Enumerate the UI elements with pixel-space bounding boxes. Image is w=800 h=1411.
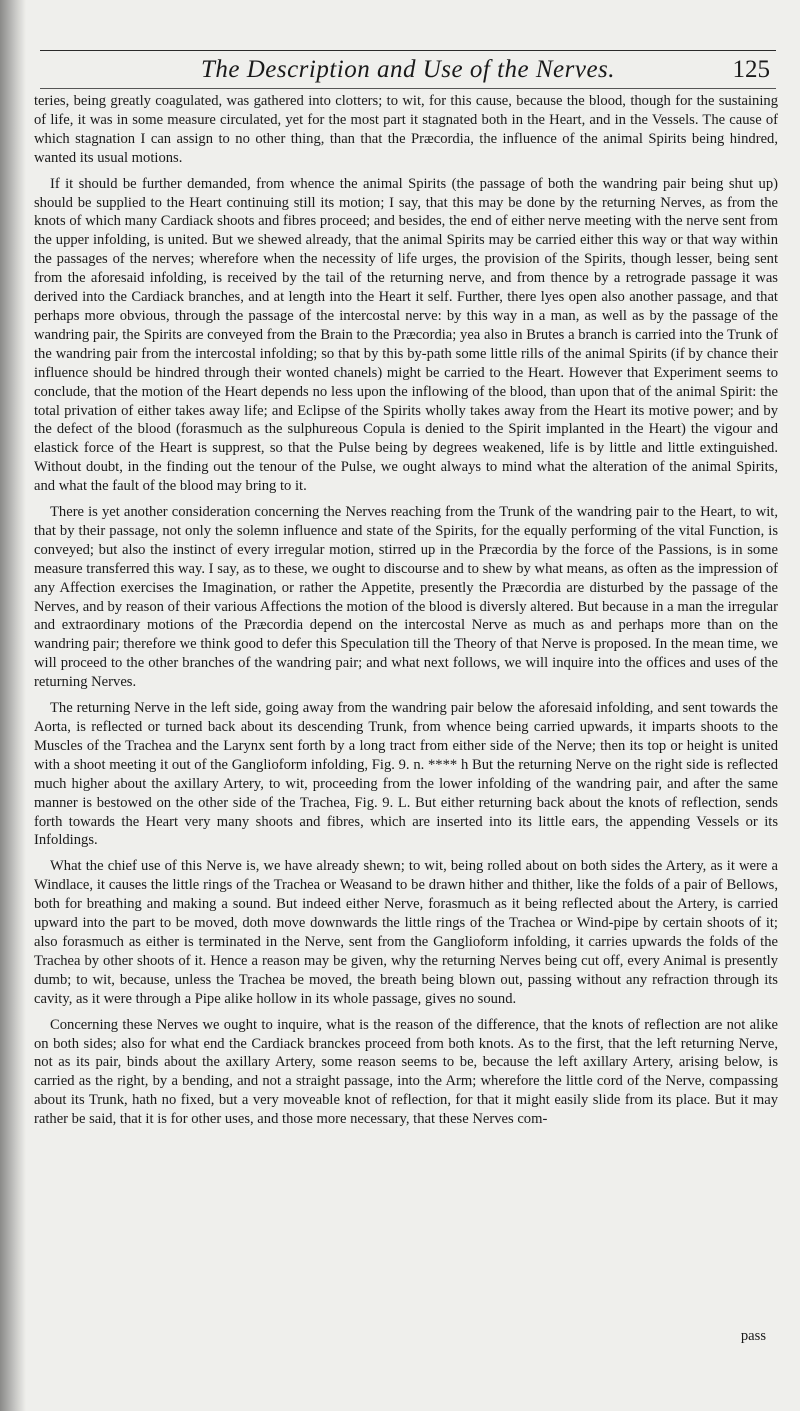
paragraph: If it should be further demanded, from whence the animal Spirits (the passage of both the wandring pair being shut up) should be supplied to the Heart continuing still its motion; I say, that this may be done by the returning Nerves, as from the knots of which many Cardiack shoots and fibres proceed; and besides, the end of either nerve meeting with the nerve sent from the upper infolding, is united. But we shewed already, that the animal Spirits may be carried either this way or that way within the passages of the nerves; wherefore when the necessity of life urges, the provision of the Spirits, though lesser, being sent from the aforesaid infolding, is received by the tail of the returning nerve, and from thence by a retrograde passage it was derived into the Cardiack branches, and at length into the Heart it self. Further, there lyes open also another passage, and that perhaps more obvious, through the passage of the intercostal nerve: by this way in a man, as well as by the passage of the wandring pair, the Spirits are conveyed from the Brain to the Præcordia; yea also in Brutes a branch is carried into the Trunk of the wandring pair from the intercostal infolding; so that by this by-path some little rills of the animal Spirits (if by chance their influence should be hindred through their wonted chanels) might be carried to the Heart. However that Experiment seems to conclude, that the motion of the Heart depends no less upon the inflowing of the blood, than upon that of the animal Spirit: the total privation of either takes away life; and Eclipse of the Spirits wholly takes away from the Heart its motive power; and by the defect of the blood (forasmuch as the sulphureous Copula is denied to the Spirit implanted in the Heart) the vigour and elastick force of the Heart is supprest, so that the Pulse being by degrees weakened, life is by little and little extinguished. Without doubt, in the finding out the tenour of the Pulse, we ought always to mind what the alteration of the animal Spirits, and what the fault of the blood may bring to it. bbox=[34, 175, 778, 495]
paragraph: teries, being greatly coagulated, was gathered into clotters; to wit, for this cause, because the blood, though for the sustaining of life, it was in some measure circulated, yet for the most part it stagnated both in the Heart, and in the Vessels. The cause of which stagnation I can assign to no other thing, than that the Præcordia, the influence of the animal Spirits being hindred, wanted its usual motions. bbox=[34, 93, 778, 166]
binding-gutter-shadow bbox=[0, 0, 26, 1411]
paragraph: What the chief use of this Nerve is, we have already shewn; to wit, being rolled about on both sides the Artery, as it were a Windlace, it causes the little rings of the Trachea or Weasand to be drawn hither and thither, like the folds of a pair of Bellows, both for breathing and making a sound. But indeed either Nerve, forasmuch as it being reflected about the Artery, is carried upward into the part to be moved, doth move downwards the little rings of the Trachea or Wind-pipe by certain shoots of it; also forasmuch as either is terminated in the Nerve, sent from the Ganglioform infolding, it carries upwards the folds of the Trachea by other shoots of it. Hence a reason may be given, why the returning Nerves being cut off, every Animal is presently dumb; to wit, because, unless the Trachea be moved, the breath being blown out, passing without any refraction through its cavity, as it were through a Pipe alike hollow in its whole passage, gives no sound. bbox=[34, 858, 778, 1007]
paragraph: The returning Nerve in the left side, going away from the wandring pair below the aforesaid infolding, and sent towards the Aorta, is reflected or turned back about its descending Trunk, from whence being carried upwards, it imparts shoots to the Muscles of the Trachea and the Larynx sent forth by a long tract from either side of the Nerve; then its top or height is united with a shoot meeting it out of the Ganglioform infolding, Fig. 9. n. **** h But the returning Nerve on the right side is reflected much higher about the axillary Artery, to wit, proceeding from the lower infolding of the wandring pair, and after the same manner is bestowed on the other side of the Trachea, Fig. 9. L. But either returning back about the knots of reflection, sends forth towards the Heart very many shoots and fibres, which are inserted into its little ears, the appending Vessels or its Infoldings. bbox=[34, 700, 778, 849]
running-title: The Description and Use of the Nerves. bbox=[200, 56, 616, 83]
page-header bbox=[40, 56, 776, 86]
header-underline bbox=[40, 88, 776, 89]
page-number: 125 bbox=[732, 56, 770, 83]
header-rule bbox=[40, 50, 776, 51]
catchword: pass bbox=[740, 1328, 766, 1344]
paragraph: There is yet another consideration concerning the Nerves reaching from the Trunk of the wandring pair to the Heart, to wit, that by their passage, not only the solemn influence and state of the Spirits, for the equally performing of the vital Function, is conveyed; but also the instinct of every irregular motion, stirred up in the Præcordia by the force of the Passions, is in some measure transferred this way. I say, as to these, we ought to discourse and to shew by what means, as often as the impression of any Affection exercises the Imagination, or rather the Appetite, presently the Præcordia are disturbed by the passage of the Nerves, and by reason of their various Affections the motion of the blood is diversly altered. But because in a man the irregular and extraordinary motions of the Præcordia depend on the intercostal Nerve as much as and perhaps more than on the wandring pair; therefore we think good to defer this Speculation till the Theory of that Nerve is proposed. In the mean time, we will proceed to the other branches of the wandring pair; and what next follows, we will inquire into the offices and uses of the returning Nerves. bbox=[34, 504, 778, 691]
page-body bbox=[34, 92, 778, 1129]
paragraph: Concerning these Nerves we ought to inquire, what is the reason of the difference, that the knots of reflection are not alike on both sides; also for what end the Cardiack branckes proceed from both knots. As to the first, that the left returning Nerve, not as its pair, binds about the axillary Artery, some reason seems to be, because the left axillary Artery, arising below, is carried as the right, by a bending, and not a straight passage, into the Arm; wherefore the little cord of the Nerve, compassing about its Trunk, hath no fixed, but a very moveable knot of reflection, for that it might easily slide from its place. But it may rather be said, that it is for other uses, and those more necessary, that these Nerves com- bbox=[34, 1016, 778, 1128]
